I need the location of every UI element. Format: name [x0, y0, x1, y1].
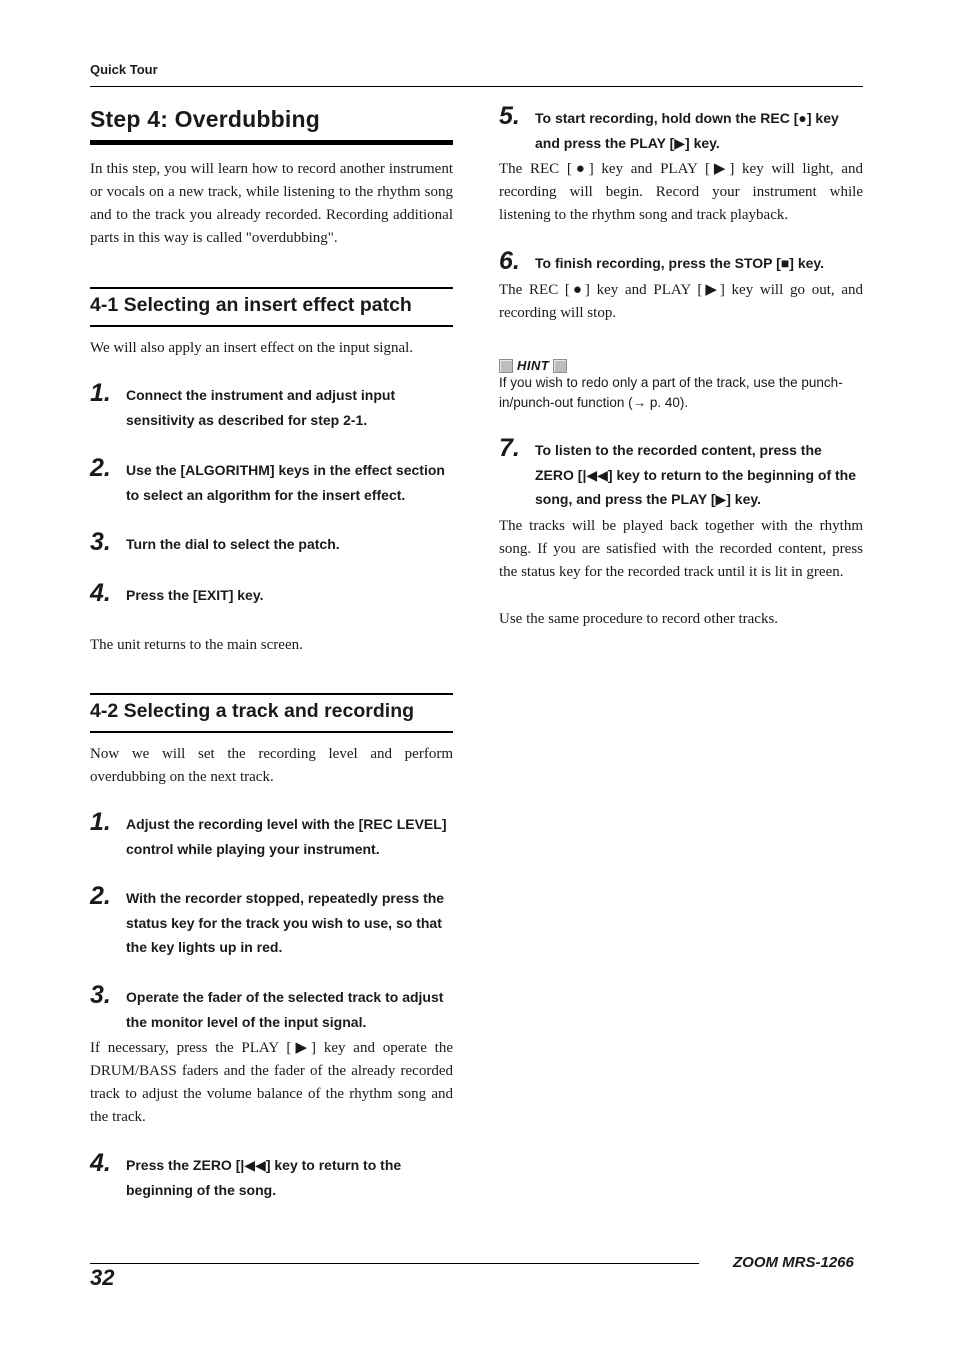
section-4-1-heading: 4-1 Selecting an insert effect patch [90, 294, 412, 316]
s2-step-2 [90, 882, 453, 960]
header-rule [90, 86, 863, 87]
step-text: Adjust the recording level with the [REC LEVEL] control while playing your instrument. [126, 816, 447, 857]
s1-step-3 [90, 528, 453, 557]
page-title: Step 4: Overdubbing [90, 106, 320, 132]
running-header: Quick Tour [90, 62, 158, 77]
step-number: 3. [90, 528, 111, 556]
hint-text: If you wish to redo only a part of the track, use the punch-in/punch-out function (→ p. 40). [499, 375, 843, 410]
step-text: Operate the fader of the selected track to adjust the monitor level of the input signal. [126, 989, 444, 1030]
step-text: To start recording, hold down the REC [●] key and press the PLAY [▶] key. [535, 110, 839, 151]
step-number: 6. [499, 247, 520, 275]
s2-step-3-note: If necessary, press the PLAY [▶] key and operate the DRUM/BASS faders and the fader of the already recorded track to adjust the volume balance of the rhythm song and the track. [90, 1040, 453, 1125]
step-number: 5. [499, 102, 520, 130]
step-text: Press the [EXIT] key. [126, 587, 264, 603]
step-text: Connect the instrument and adjust input sensitivity as described for step 2-1. [126, 387, 396, 428]
step-text: Press the ZERO [|◀◀] key to return to the beginning of the song. [126, 1157, 402, 1198]
s2-step-3 [90, 981, 453, 1034]
step-number: 2. [90, 882, 111, 910]
step-number: 1. [90, 379, 111, 407]
section-4-2-heading-box [90, 693, 453, 733]
step-7-note: The tracks will be played back together with the rhythm song. If you are satisfied with the recorded content, press the status key for the recorded track until it is lit in green. [499, 518, 863, 580]
step-text: With the recorder stopped, repeatedly press the status key for the track you wish to use, so that the key lights up in red. [126, 890, 445, 955]
step-6 [499, 247, 863, 276]
step-number: 1. [90, 808, 111, 836]
s1-step-4 [90, 579, 453, 608]
hint-marker-icon [553, 359, 567, 373]
section-4-2-heading: 4-2 Selecting a track and recording [90, 700, 415, 722]
step-7 [499, 434, 863, 512]
step-number: 4. [90, 1149, 111, 1177]
step-number: 2. [90, 454, 111, 482]
section-4-1-intro: We will also apply an insert effect on the input signal. [90, 340, 414, 356]
step-text: To listen to the recorded content, press the ZERO [|◀◀] key to return to the beginning of the song, and press the PLAY [▶] key. [535, 442, 856, 507]
section-4-1-outro: The unit returns to the main screen. [90, 637, 303, 653]
footer-rule [90, 1263, 699, 1264]
step-5 [499, 102, 863, 155]
s2-step-4 [90, 1149, 453, 1202]
s1-step-2 [90, 454, 453, 507]
step-number: 3. [90, 981, 111, 1009]
s2-step-1 [90, 808, 453, 861]
step-text: Turn the dial to select the patch. [126, 536, 340, 552]
step-text: Use the [ALGORITHM] keys in the effect section to select an algorithm for the insert effect. [126, 462, 445, 503]
hint-label: HINT [517, 358, 550, 373]
step-6-note: The REC [●] key and PLAY [▶] key will go out, and recording will stop. [499, 282, 863, 321]
step-number: 7. [499, 434, 520, 462]
closing-paragraph: Use the same procedure to record other tracks. [499, 611, 779, 627]
step-number: 4. [90, 579, 111, 607]
s1-step-1 [90, 379, 453, 432]
intro-paragraph: In this step, you will learn how to record another instrument or vocals on a new track, while listening to the rhythm song and to the track you already recorded. Recording additional parts in this way is called "overdubbing". [90, 161, 453, 246]
hint-header [499, 358, 863, 373]
page-number: 32 [90, 1265, 115, 1290]
step-text: To finish recording, press the STOP [■] key. [535, 255, 825, 271]
step-5-note: The REC [●] key and PLAY [▶] key will light, and recording will begin. Record your instrument while listening to the rhythm song and track playback. [499, 161, 863, 223]
section-4-1-heading-box [90, 287, 453, 327]
section-4-2-intro: Now we will set the recording level and perform overdubbing on the next track. [90, 746, 453, 785]
hint-marker-icon [499, 359, 513, 373]
product-name: ZOOM MRS-1266 [733, 1254, 854, 1271]
title-underline [90, 140, 453, 145]
hint-box [499, 358, 863, 413]
